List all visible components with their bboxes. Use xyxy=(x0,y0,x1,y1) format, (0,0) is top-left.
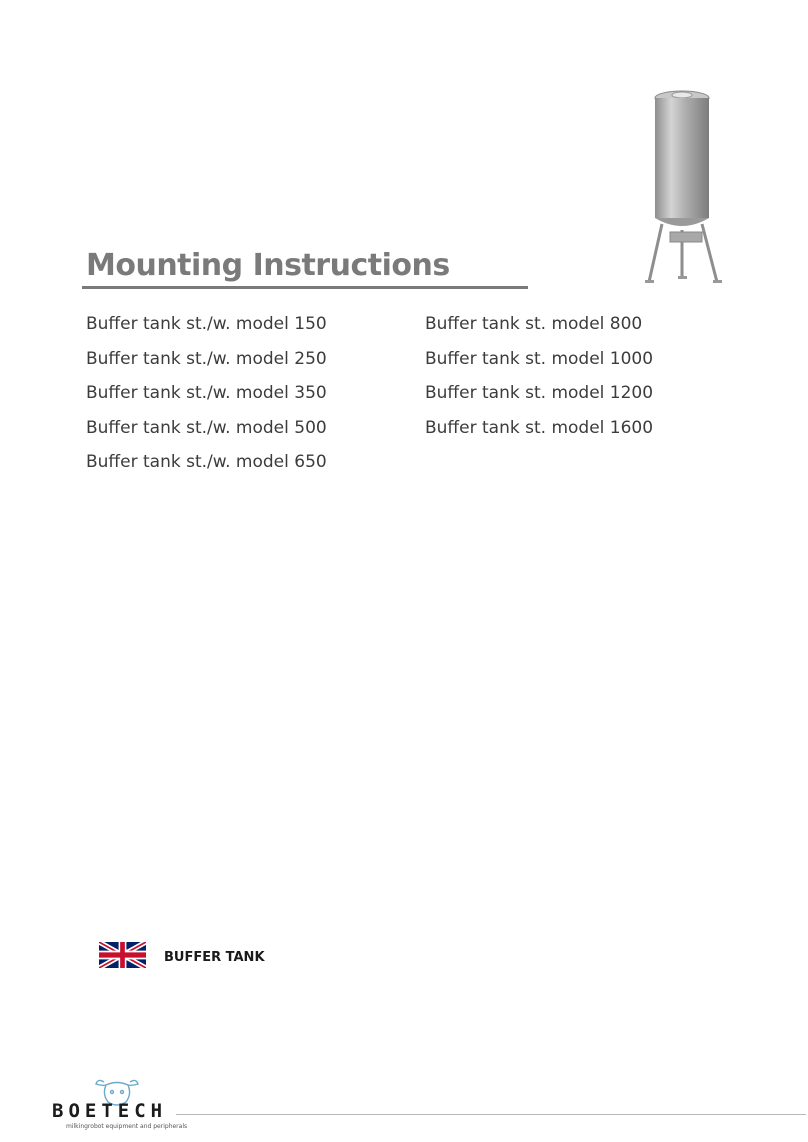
model-item: Buffer tank st. model 800 xyxy=(425,314,643,334)
model-item: Buffer tank st. model 1200 xyxy=(425,383,654,403)
model-item: Buffer tank st. model 1600 xyxy=(425,417,654,438)
model-item: Buffer tank st. model 1000 xyxy=(425,348,654,369)
model-item: Buffer tank st./w. model 500 xyxy=(86,417,327,438)
brand-tagline: milkingrobot equipment and peripherals xyxy=(66,1123,188,1130)
model-list-left xyxy=(86,307,327,480)
model-item: Buffer tank st./w. model 350 xyxy=(86,383,327,403)
model-item: Buffer tank st./w. model 250 xyxy=(86,348,327,369)
footer-divider xyxy=(176,1114,806,1115)
model-item: Buffer tank st./w. model 650 xyxy=(86,452,327,472)
language-label: BUFFER TANK xyxy=(164,950,265,965)
uk-flag-icon xyxy=(99,942,146,968)
title-underline xyxy=(82,286,528,289)
page-title: Mounting Instructions xyxy=(86,248,450,283)
brand-logo-text: BOETECH xyxy=(52,1100,168,1122)
buffer-tank-image xyxy=(640,86,728,286)
model-list-right xyxy=(425,307,653,445)
model-item: Buffer tank st./w. model 150 xyxy=(86,314,327,334)
